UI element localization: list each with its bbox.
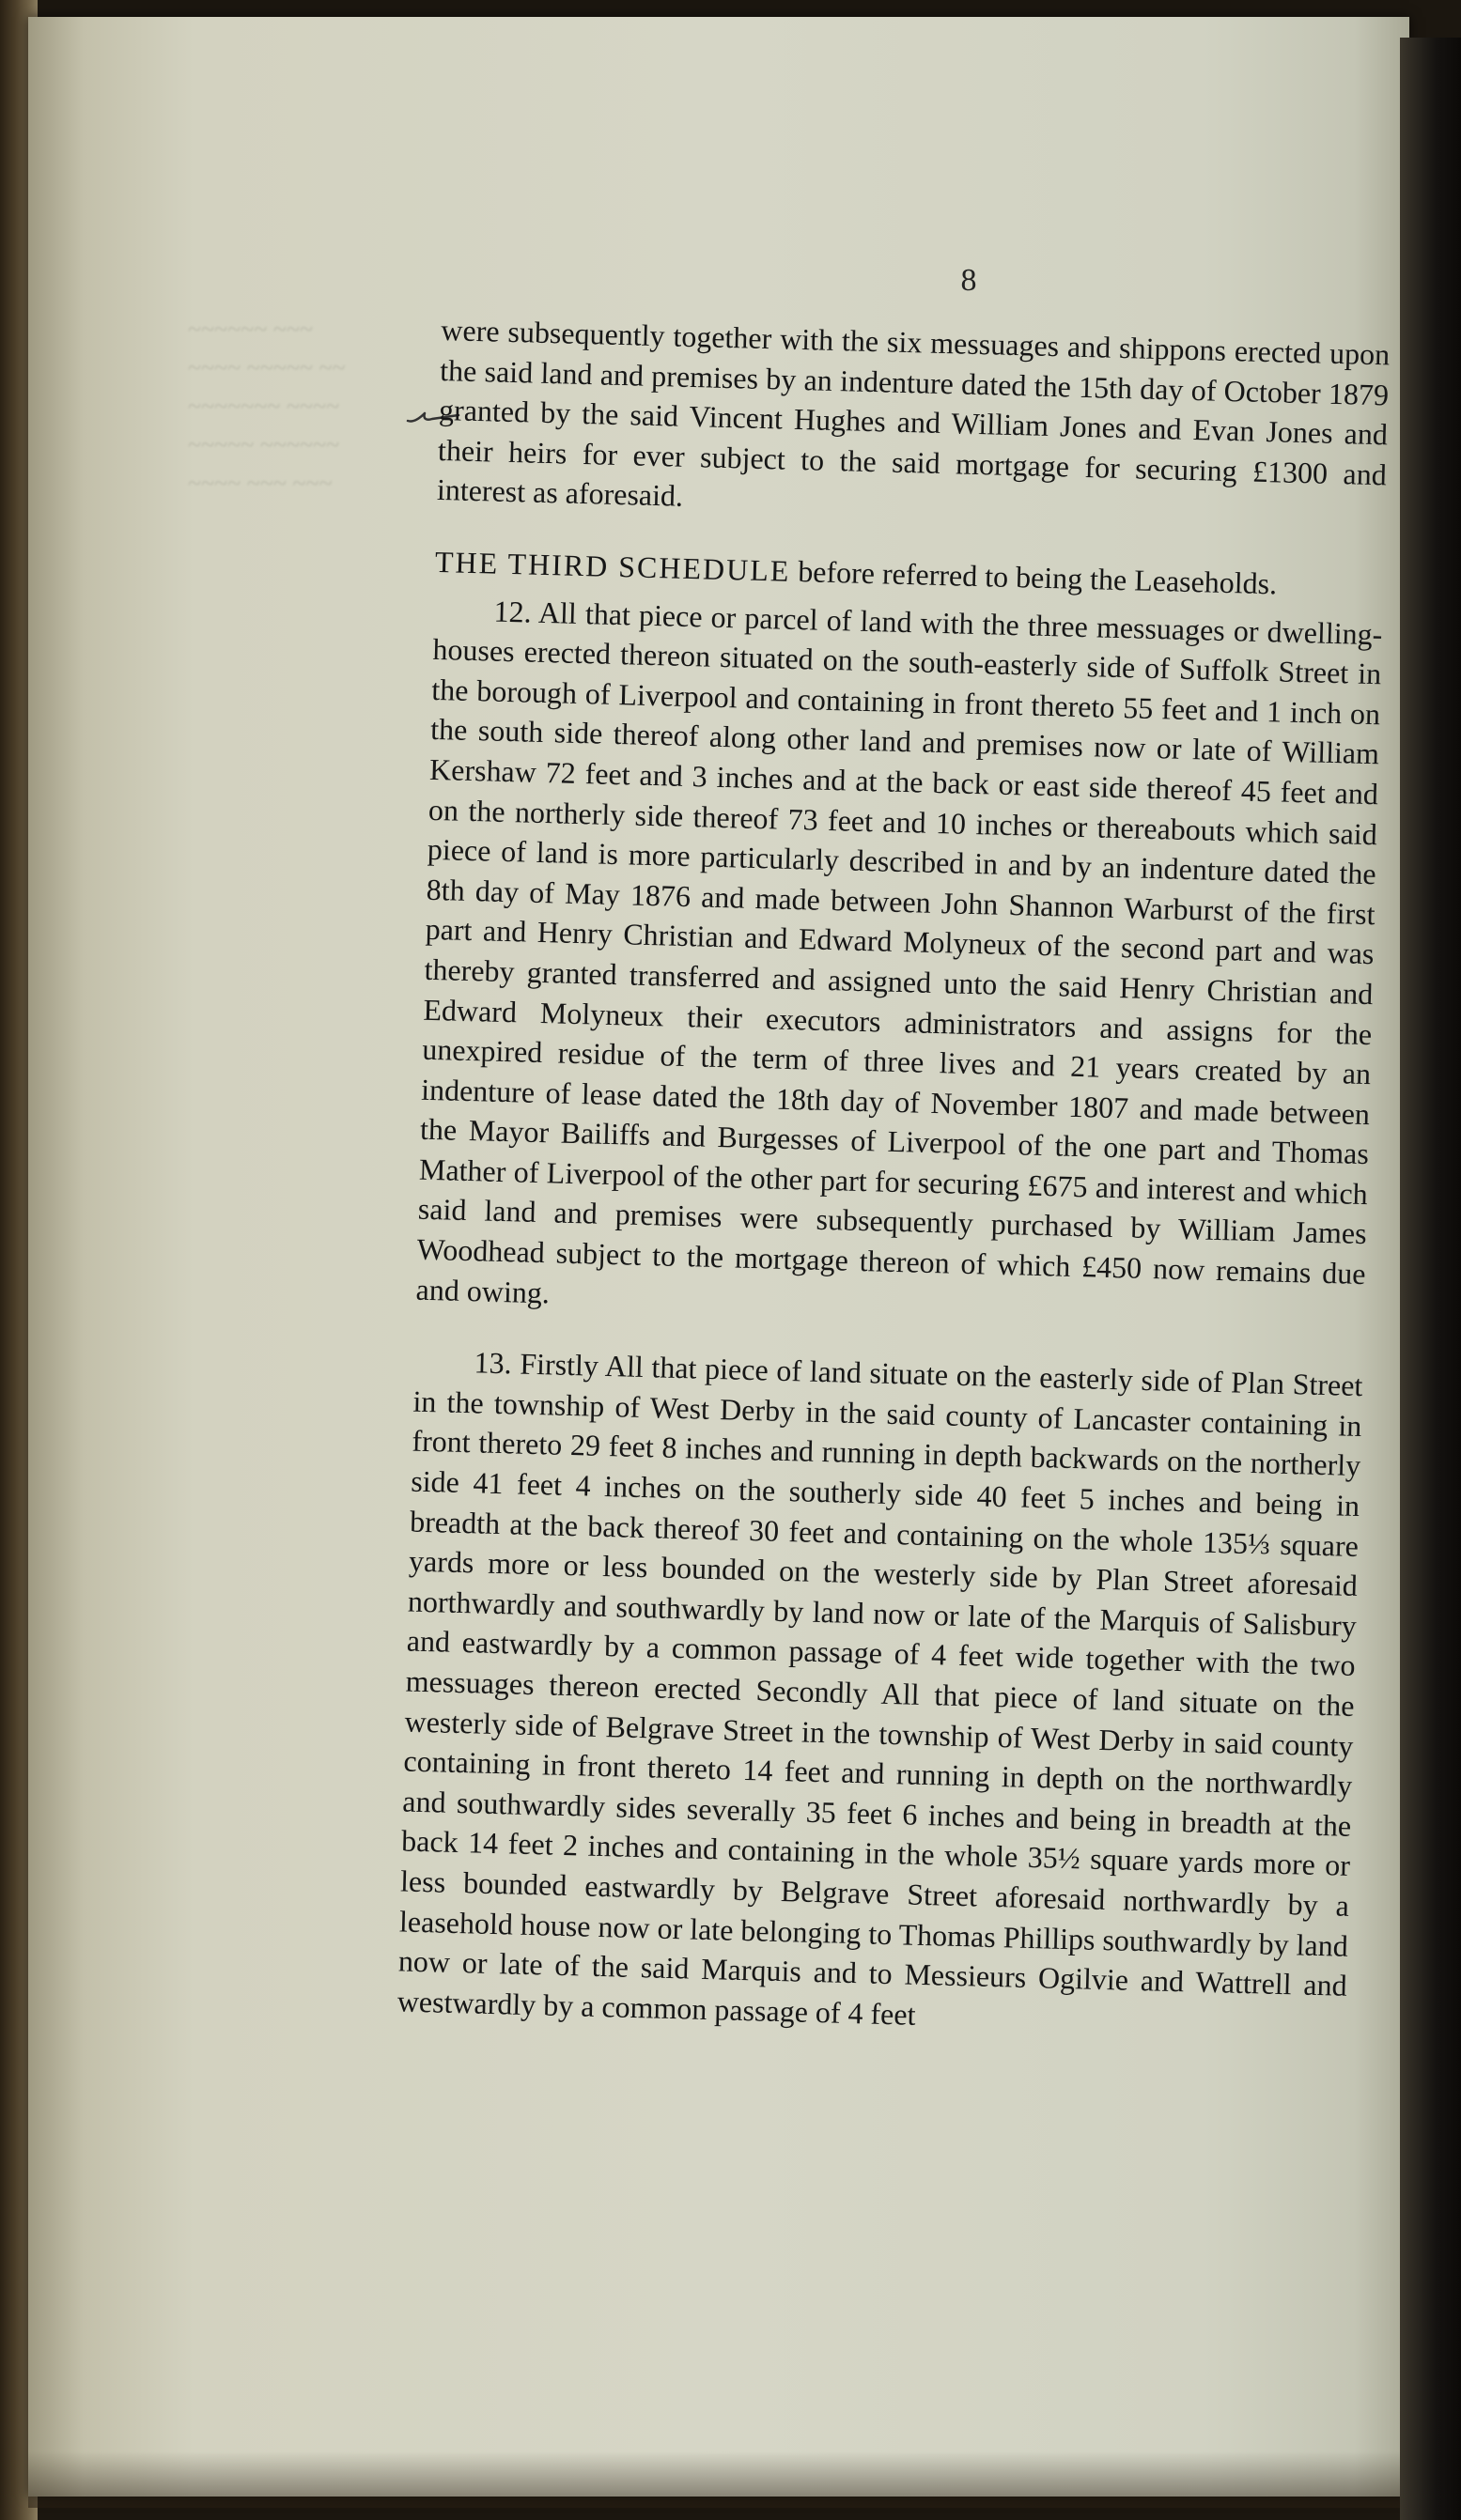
- schedule-heading: THE THIRD SCHEDULE: [434, 544, 791, 588]
- document-body: [396, 310, 1390, 2046]
- bleed-through-text: ~~~~~~ ~~~ ~~~~ ~~~~~ ~~ ~~~~~~~ ~~~~ ~~~~~ ~~~~~~ ~~~~ ~~~ ~~~: [188, 316, 346, 497]
- paragraph-12: 12. All that piece or parcel of land with the three messuages or dwelling-houses erected thereon situated on the south-easterly side of Suffolk Street in the borough of Liverpool and containing in front thereto 55 feet and 1 inch on the south side thereof along other land and premises now or late of William Kershaw 72 feet and 3 inches and at the back or east side thereof 45 feet and on the northerly side thereof 73 feet and 10 inches or thereabouts which said piece of land is more particularly described in and by an indenture dated the 8th day of May 1876 and made between John Shannon Warburst of the first part and Henry Christian and Edward Molyneux of the second part and was thereby granted transferred and assigned unto the said Henry Christian and Edward Molyneux their executors administrators and assigns for the unexpired residue of the term of three lives and 21 years created by an indenture of lease dated the 18th day of November 1807 and made between the Mayor Bailiffs and Burgesses of Liverpool of the one part and Thomas Mather of Liverpool of the other part for securing £675 and interest and which said land and premises were subsequently purchased by William James Woodhead subject to the mortgage thereon of which £450 now remains due and owing.: [415, 594, 1383, 1310]
- intro-paragraph: were subsequently together with the six messuages and shippons erected upon the said land and premises by an indenture dated the 15th day of October 1879 granted by the said Vincent Hughes and William Jones and Evan Jones and their heirs for ever subject to the said mortgage for securing £1300 and interest as aforesaid.: [436, 312, 1391, 514]
- page-right-edge: [1400, 38, 1461, 2520]
- paragraph-13: 13. Firstly All that piece of land situate on the easterly side of Plan Street in the township of West Derby in the said county of Lancaster containing in front thereto 29 feet 8 inches and running in depth backwards on the northerly side 41 feet 4 inches on the southerly side 40 feet 5 inches and being in breadth at the back thereof 30 feet and containing on the whole 135⅓ square yards more or less bounded on the westerly side by Plan Street aforesaid northwardly and southwardly by land now or late of the Marquis of Salisbury and eastwardly by a common passage of 4 feet wide together with the two messuages thereon erected Secondly All that piece of land situate on the westerly side of Belgrave Street in the township of West Derby in said county containing in front thereto 14 feet and running in depth on the northwardly and southwardly sides severally 35 feet 6 inches and being in breadth at the back 14 feet 2 inches and containing in the whole 35½ square yards more or less bounded eastwardly by Belgrave Street aforesaid northwardly by a leasehold house now or late belonging to Thomas Phillips southwardly by land now or late of the said Marquis and to Messieurs Ogilvie and Wattrell and westwardly by a common passage of 4 feet: [396, 1345, 1363, 2032]
- page-bottom-shadow: [28, 2451, 1409, 2508]
- page-number: 8: [960, 263, 977, 298]
- schedule-heading-rest: before referred to being the Leaseholds.: [789, 553, 1278, 601]
